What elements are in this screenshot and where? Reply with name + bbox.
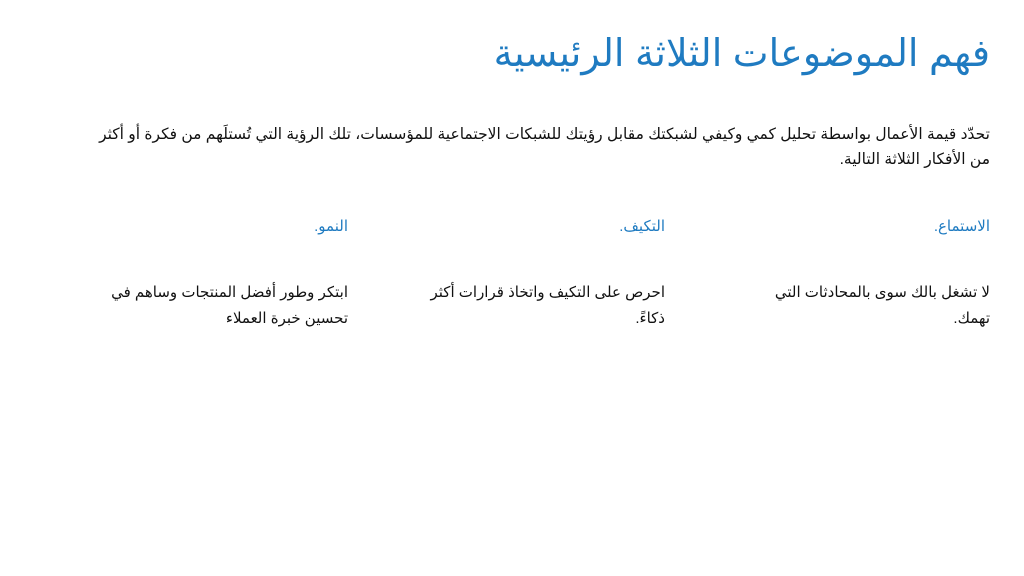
theme-body: احرص على التكيف واتخاذ قرارات أكثر ذكاءً. [430,284,665,327]
theme-heading: الاستماع. [933,218,990,235]
themes-columns [85,214,990,344]
theme-adapt [420,214,665,332]
theme-grow [103,214,348,332]
theme-heading: التكيف. [619,218,665,235]
intro-paragraph: تحدّد قيمة الأعمال بواسطة تحليل كمي وكيفي لشبكتك مقابل رؤيتك للشبكات الاجتماعية للمؤسسات، تلك الرؤية التي تُستلَهم من فكرة أو أكثر من الأفكار الثلاثة التالية. [99,126,990,168]
theme-body: ابتكر وطور أفضل المنتجات وساهم في تحسين خبرة العملاء [111,284,348,327]
slide-title: فهم الموضوعات الثلاثة الرئيسية [493,33,990,75]
theme-listen [745,214,990,332]
theme-body: لا تشغل بالك سوى بالمحادثات التي تهمك. [774,284,990,327]
theme-heading: النمو. [314,218,348,235]
